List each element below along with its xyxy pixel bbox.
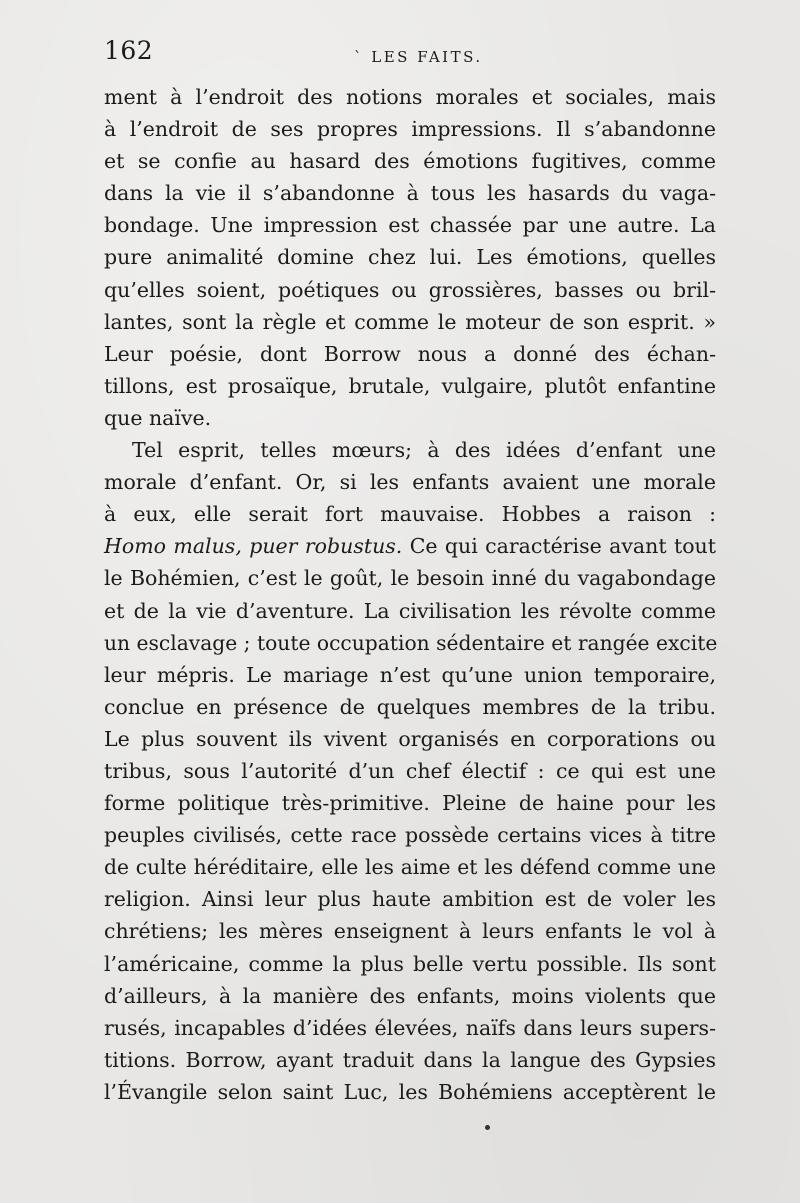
text-line: et se confie au hasard des émotions fugitives, comme — [104, 149, 716, 174]
text-line: chrétiens; les mères enseignent à leurs enfants le vol à — [104, 919, 716, 944]
page-header — [104, 36, 714, 72]
print-speck — [485, 1125, 490, 1130]
text-line: le Bohémien, c’est le goût, le besoin inné du vagabondage — [104, 566, 716, 591]
text-line: leur mépris. Le mariage n’est qu’une union temporaire, — [104, 662, 716, 687]
text-line: morale d’enfant. Or, si les enfants avaient une morale — [104, 470, 716, 495]
text-line: dans la vie il s’abandonne à tous les hasards du vaga- — [104, 181, 716, 206]
page-number: 162 — [104, 36, 154, 65]
text-line: l’Évangile selon saint Luc, les Bohémiens acceptèrent le — [104, 1079, 716, 1104]
text-line: Tel esprit, telles mœurs; à des idées d’enfant une — [132, 438, 716, 463]
text-line: l’américaine, comme la plus belle vertu possible. Ils sont — [104, 951, 716, 976]
text-line-latin-quote — [104, 530, 716, 562]
latin-quote: Homo malus, puer robustus. — [104, 534, 403, 559]
text-line: tribus, sous l’autorité d’un chef électif : ce qui est une — [104, 758, 716, 783]
text-line: à l’endroit de ses propres impressions. Il s’abandonne — [104, 117, 716, 142]
text-line: que naïve. — [104, 405, 212, 430]
text-line: d’ailleurs, à la manière des enfants, moins violents que — [104, 983, 716, 1008]
text-line: et de la vie d’aventure. La civilisation les révolte comme — [104, 598, 716, 623]
text-line: Leur poésie, dont Borrow nous a donné des échan- — [104, 341, 716, 366]
text-line-continuation: Ce qui caractérise avant tout — [402, 534, 716, 559]
text-line: peuples civilisés, cette race possède certains vices à titre — [104, 823, 716, 848]
text-line: bondage. Une impression est chassée par une autre. La — [104, 213, 716, 238]
text-line: de culte héréditaire, elle les aime et les défend comme une — [104, 855, 716, 880]
text-line: forme politique très-primitive. Pleine de haine pour les — [104, 791, 716, 816]
text-line: titions. Borrow, ayant traduit dans la langue des Gypsies — [104, 1047, 716, 1072]
text-line: lantes, sont la règle et comme le moteur de son esprit. » — [104, 309, 716, 334]
text-line: à eux, elle serait fort mauvaise. Hobbes a raison : — [104, 502, 716, 527]
body-text — [104, 81, 716, 1108]
text-line: Le plus souvent ils vivent organisés en corporations ou — [104, 726, 716, 751]
text-line: pure animalité domine chez lui. Les émotions, quelles — [104, 245, 716, 270]
text-line: tillons, est prosaïque, brutale, vulgaire, plutôt enfantine — [104, 373, 716, 398]
text-line: qu’elles soient, poétiques ou grossières, basses ou bril- — [104, 277, 716, 302]
text-line: conclue en présence de quelques membres de la tribu. — [104, 694, 716, 719]
text-line: religion. Ainsi leur plus haute ambition est de voler les — [104, 887, 716, 912]
text-line: un esclavage ; toute occupation sédentaire et rangée excite — [104, 630, 718, 655]
text-line: ment à l’endroit des notions morales et sociales, mais — [104, 85, 716, 109]
running-title: ` LES FAITS. — [354, 48, 483, 66]
text-line: rusés, incapables d’idées élevées, naïfs dans leurs supers- — [104, 1015, 716, 1040]
